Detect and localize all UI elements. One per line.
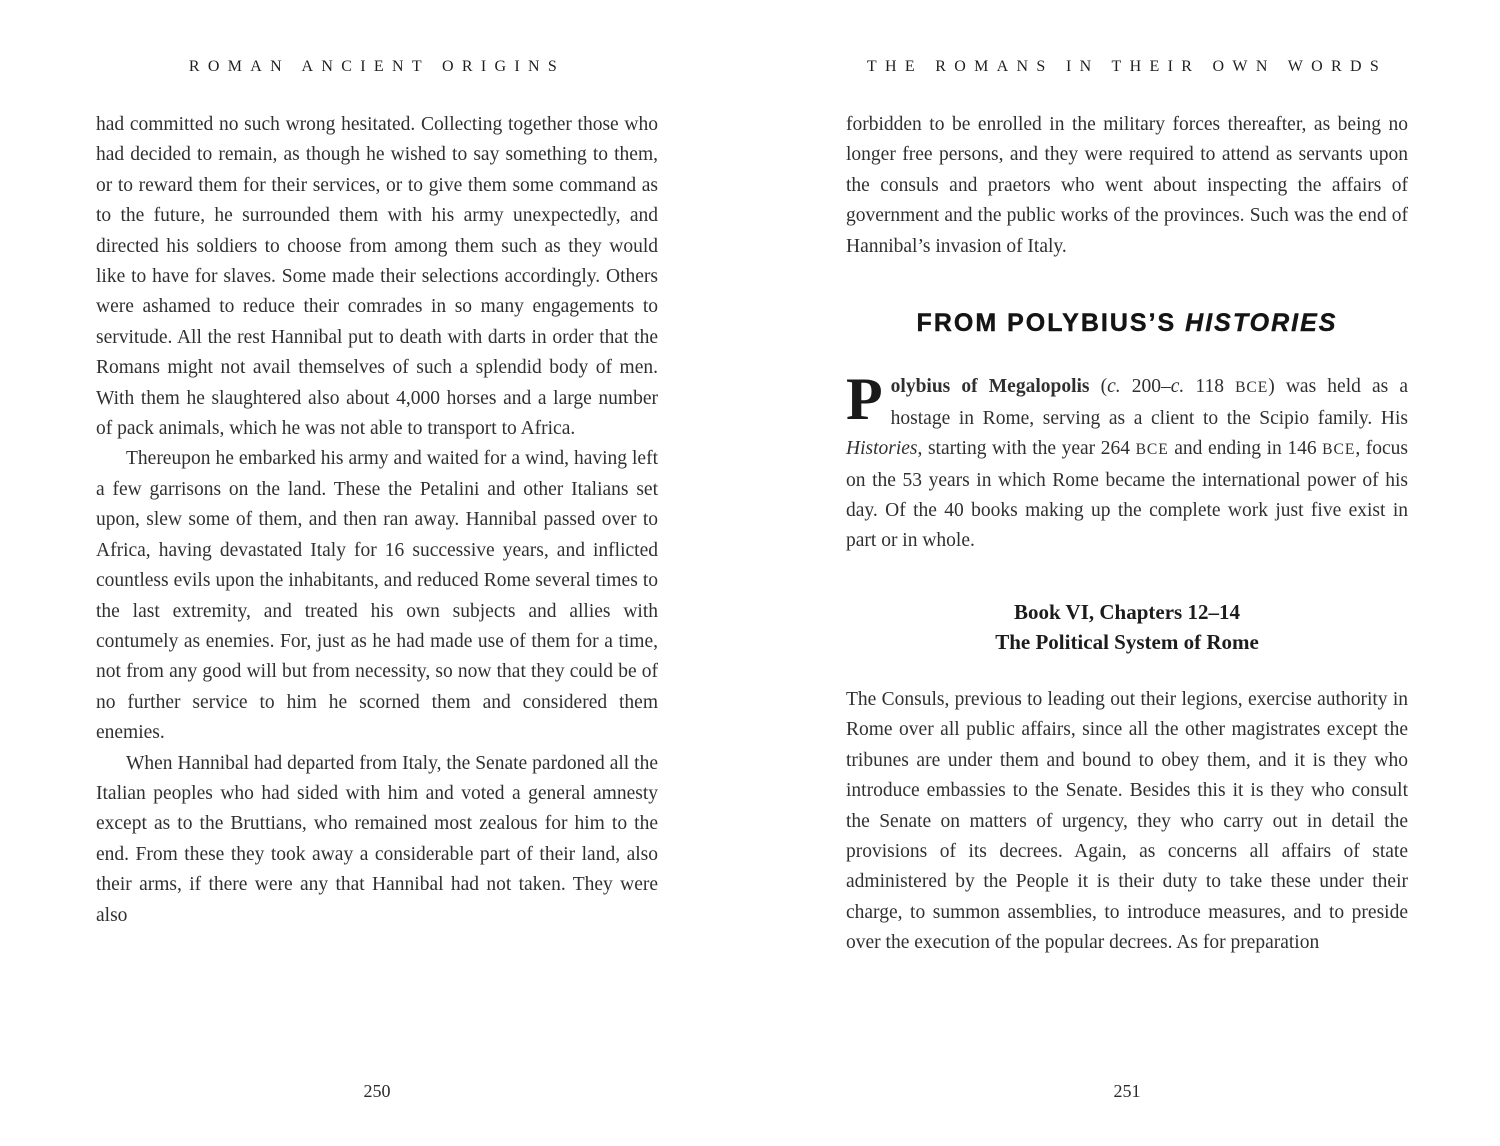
section-heading [846, 308, 1408, 338]
page-number: 251 [1113, 1081, 1141, 1101]
intro-segment: 118 [1184, 376, 1236, 398]
intro-segment: c. [1170, 376, 1185, 398]
intro-segment: BCE [1135, 441, 1169, 459]
body-paragraph: Thereupon he embarked his army and waited for a wind, having left a few garrisons on the land. These the Petalini and other Italians set upon, slew some of them, and then ran away. Hannibal passed over to Africa, having devastated Italy for 16 successive years, and inflicted countless evils upon the inhabitants, and reduced Rome several times to the last extremity, and treated his own subjects and allies with contumely as enemies. For, just as he had made use of them for a time, not from any good will but from necessity, so now that they could be of no further service to him he scorned them and considered them enemies. [96, 448, 658, 744]
body-paragraph: The Consuls, previous to leading out their legions, exercise authority in Rome over all public affairs, since all the other magistrates except the tribunes are under them and bound to obey them, and it is they who introduce embassies to the Senate. Besides this it is they who consult the Senate on matters of urgency, they who carry out in detail the provisions of its decrees. Again, as concerns all affairs of state administered by the People it is their duty to take these under their charge, to summon assemblies, to introduce measures, and to preside over the execution of the popular decrees. As for preparation [846, 688, 1408, 954]
intro-segment: , focus on the 53 years in which Rome became the international power of his day. Of the 40 books making up the complete work just five exist in part or in whole. [846, 438, 1408, 552]
chapter-subheading [846, 597, 1408, 657]
intro-segment: BCE [1322, 441, 1356, 459]
section-heading-prefix: FROM POLYBIUS’S [916, 309, 1186, 338]
right-body-text [846, 110, 1408, 959]
left-running-header: ROMAN ANCIENT ORIGINS [188, 58, 566, 75]
intro-segment: BCE [1235, 379, 1269, 397]
page-number: 250 [363, 1081, 391, 1101]
intro-segment: and ending in 146 [1168, 438, 1323, 460]
body-paragraph: forbidden to be enrolled in the military forces thereafter, as being no longer free persons, and they were required to attend as servants upon the consuls and praetors who went about inspecting the affairs of government and the public works of the provinces. Such was the end of Hannibal’s invasion of Italy. [846, 114, 1408, 257]
intro-segment: olybius of Megalopolis [890, 376, 1101, 398]
intro-segment: c. [1107, 376, 1121, 398]
body-paragraph: had committed no such wrong hesitated. Collecting together those who had decided to remain, as though he wished to say something to them, or to reward them for their services, or to give them some command as to the future, he surrounded them with his army unexpectedly, and directed his soldiers to choose from among them such as they would like to have for slaves. Some made their selections accordingly. Others were ashamed to reduce their comrades in so many engagements to servitude. All the rest Hannibal put to death with darts in order that the Romans might not avail themselves of such a splendid body of men. With them he slaughtered also about 4,000 horses and a large number of pack animals, which he was not able to transport to Africa. [96, 114, 658, 440]
section-heading-title: HISTORIES [1185, 309, 1338, 338]
drop-cap: P [846, 366, 883, 433]
right-page [750, 0, 1500, 1146]
intro-segment: ( [1100, 376, 1108, 398]
intro-segment: , starting with the year 264 [917, 438, 1136, 460]
body-paragraph: When Hannibal had departed from Italy, the Senate pardoned all the Italian peoples who had sided with him and voted a general amnesty except as to the Bruttians, who remained most zealous for him to the end. From these they took away a considerable part of their land, also their arms, if there were any that Hannibal had not taken. They were also [96, 752, 658, 926]
left-body-text [96, 110, 658, 931]
polybius-intro-paragraph [846, 366, 1409, 556]
intro-segment: 200– [1120, 376, 1171, 398]
intro-segment: ) was held as a hostage in Rome, serving as a client to the Scipio family. His [890, 376, 1409, 429]
right-running-header: THE ROMANS IN THEIR OWN WORDS [866, 58, 1388, 75]
chapter-subheading-line1: Book VI, Chapters 12–14 [1014, 599, 1240, 624]
intro-segment: Histories [846, 438, 918, 460]
chapter-subheading-line2: The Political System of Rome [995, 629, 1259, 654]
